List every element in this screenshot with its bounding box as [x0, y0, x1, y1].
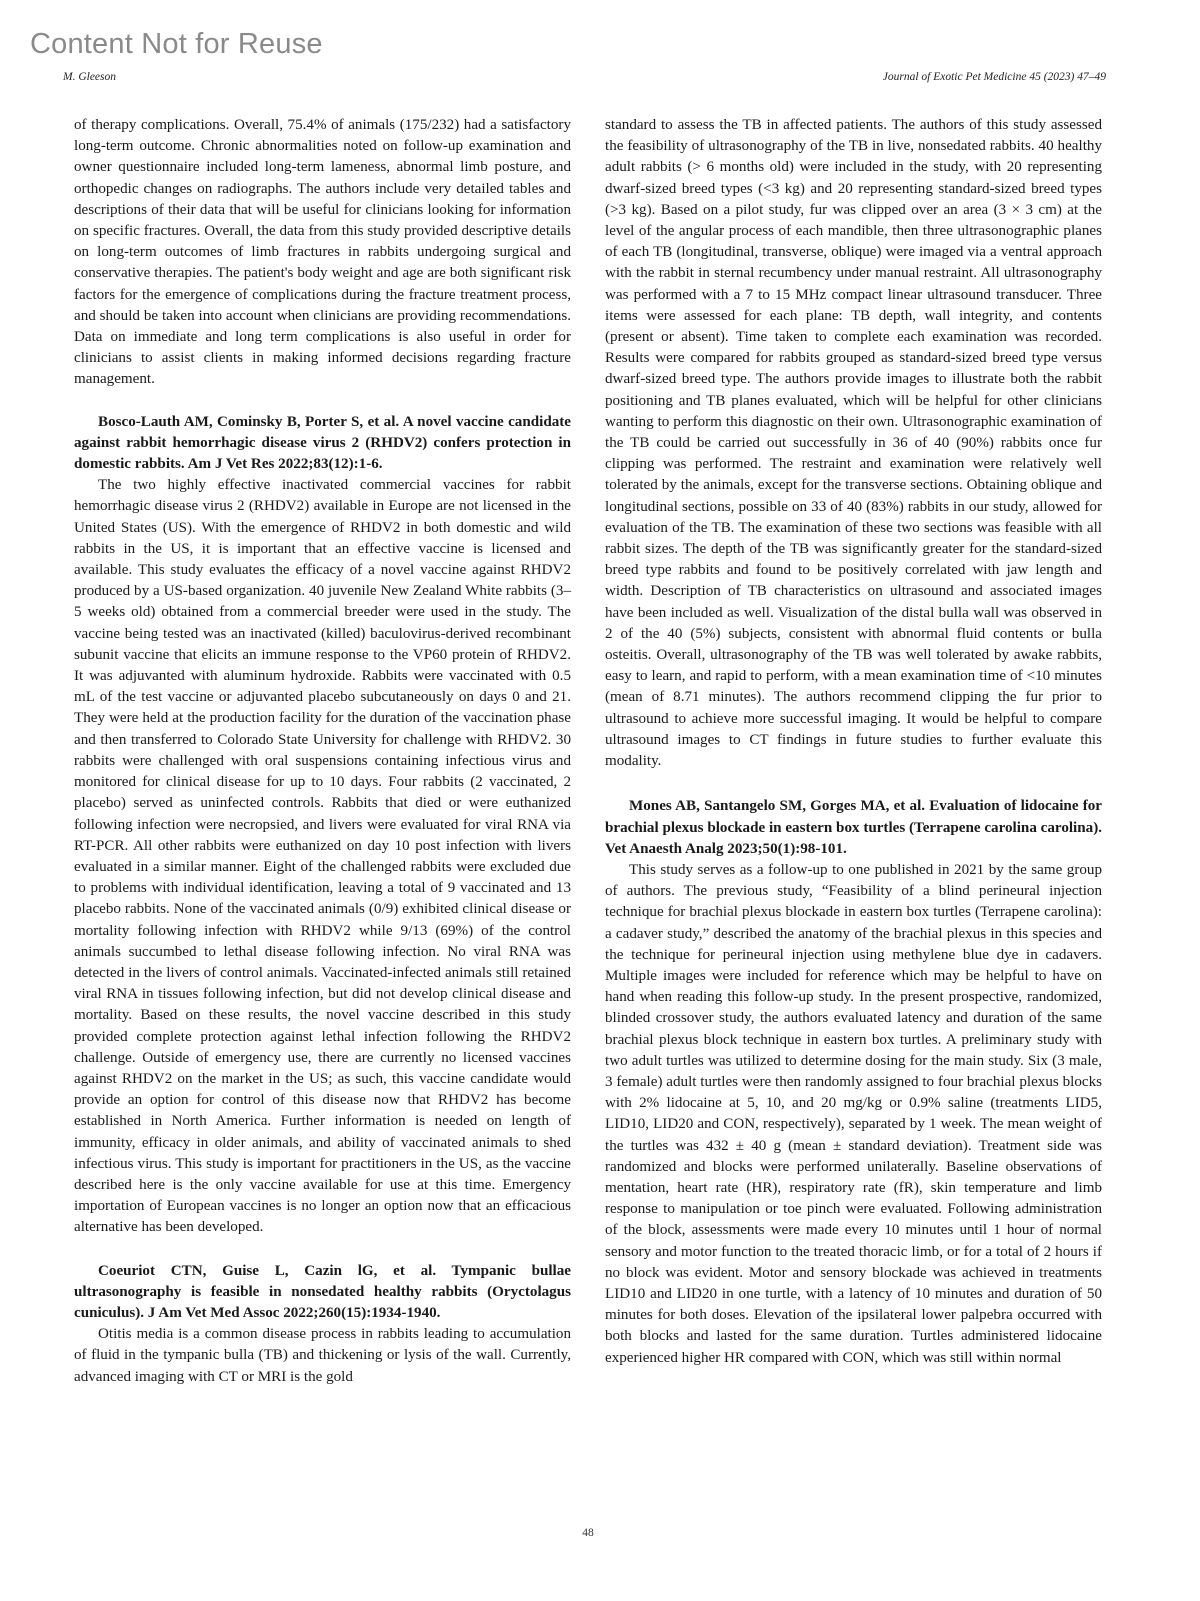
- review3-citation: Mones AB, Santangelo SM, Gorges MA, et al. Evaluation of lidocaine for brachial plexus blockade in eastern box turtles (Terrapene carolina carolina). Vet Anaesth Analg 2023;50(1):98-101.: [605, 798, 1102, 857]
- page-number: 48: [582, 1527, 594, 1539]
- review2-body-end: standard to assess the TB in affected patients. The authors of this study assessed the feasibility of ultrasonography of the TB in live, nonsedated rabbits. 40 healthy adult rabbits (> 6 months old) were included in the study, with 20 representing dwarf-sized breed types (<3 kg) and 20 representing standard-sized breed types (>3 kg). Based on a pilot study, fur was clipped over an area (3 × 3 cm) at the level of the angular process of each mandible, then three ultrasonographic planes of each TB (longitudinal, transverse, oblique) were imaged via a ventral approach with the rabbit in sternal recumbency under manual restraint. All ultrasonography was performed with a 7 to 15 MHz compact linear ultrasound transducer. Three items were assessed for each plane: TB depth, wall integrity, and contents (present or absent). Time taken to complete each examination was recorded. Results were compared for rabbits grouped as standard-sized breed type versus dwarf-sized breed type. The authors provide images to illustrate both the rabbit positioning and TB planes evaluated, which will be helpful for other clinicians wanting to perform this diagnostic on their own. Ultrasonographic examination of the TB could be carried out successfully in 36 of 40 (90%) rabbits once fur clipping was performed. The restraint and examination were relatively well tolerated by the animals, except for the transverse sections. Obtaining oblique and longitudinal sections, possible on 33 of 40 (83%) rabbits in our study, allowed for evaluation of the TB. The examination of these two sections was feasible with all rabbit sizes. The depth of the TB was significantly greater for the standard-sized breed type rabbits and found to be positively correlated with jaw length and width. Description of TB characteristics on ultrasound and associated images have been included as well. Visualization of the distal bulla wall was observed in 2 of the 40 (5%) subjects, consistent with abnormal fluid contents or bulla osteitis. Overall, ultrasonography of the TB was well tolerated by awake rabbits, easy to learn, and rapid to perform, with a mean examination time of <10 minutes (mean of 8.71 minutes). The authors recommend clipping the fur prior to ultrasound to achieve more successful imaging. It would be helpful to compare ultrasound images to CT findings in future studies to further evaluate this modality.: [605, 117, 1102, 770]
- review1-body: The two highly effective inactivated commercial vaccines for rabbit hemorrhagic disease virus 2 (RHDV2) available in Europe are not licensed in the United States (US). With the emergence of RHDV2 in both domestic and wild rabbits in the US, it is important that an effective vaccine is licensed and available. This study evaluates the efficacy of a novel vaccine against RHDV2 produced by a US-based organization. 40 juvenile New Zealand White rabbits (3–5 weeks old) obtained from a commercial breeder were used in the study. The vaccine being tested was an inactivated (killed) baculovirus-derived recombinant subunit vaccine that elicits an immune response to the VP60 protein of RHDV2. It was adjuvanted with aluminum hydroxide. Rabbits were vaccinated with 0.5 mL of the test vaccine or adjuvanted placebo subcutaneously on days 0 and 21. They were held at the production facility for the duration of the vaccination phase and then transferred to Colorado State University for challenge with RHDV2. 30 rabbits were challenged with oral suspensions containing infectious virus and monitored for clinical disease for up to 10 days. Four rabbits (2 vaccinated, 2 placebo) served as uninfected controls. Rabbits that died or were euthanized following infection were necropsied, and livers were evaluated for viral RNA via RT-PCR. All other rabbits were euthanized on day 10 post infection with livers evaluated in a similar manner. Eight of the challenged rabbits were excluded due to problems with individual identification, leaving a total of 9 vaccinated and 13 placebo rabbits. None of the vaccinated animals (0/9) exhibited clinical disease or mortality following infection with RHDV2 while 9/13 (69%) of the control animals succumbed to lethal disease following infection. No viral RNA was detected in the livers of control animals. Vaccinated-infected animals still retained viral RNA in tissues following infection, but did not develop clinical disease and mortality. Based on these results, the novel vaccine described in this study provided complete protection against lethal infection following the RHDV2 challenge. Outside of emergency use, there are currently no licensed vaccines against RHDV2 on the market in the US; as such, this vaccine candidate would provide an option for control of this disease now that RHDV2 has become established in North America. Further information is needed on length of immunity, efficacy in older animals, and ability of vaccinated animals to shed infectious virus. This study is important for practitioners in the US, as the vaccine described here is the only vaccine available for use at this time. Emergency importation of European vaccines is no longer an option now that an efficacious alternative has been developed.: [74, 477, 571, 1236]
- review2-citation: Coeuriot CTN, Guise L, Cazin lG, et al. Tympanic bullae ultrasonography is feasible in nonsedated healthy rabbits (Oryctolagus cuniculus). J Am Vet Med Assoc 2022;260(15):1934-1940.: [74, 1262, 571, 1321]
- watermark: Content Not for Reuse: [30, 28, 323, 60]
- intro-paragraph: of therapy complications. Overall, 75.4% of animals (175/232) had a satisfactory long-term outcome. Chronic abnormalities noted on follow-up examination and owner questionnaire included long-term lameness, abnormal limb posture, and orthopedic changes on radiographs. The authors include very detailed tables and descriptions of their data that will be useful for clinicians looking for information on specific fractures. Overall, the data from this study provided descriptive details on long-term outcomes of limb fractures in rabbits undergoing surgical and conservative therapies. The patient's body weight and age are both significant risk factors for the emergence of complications during the fracture treatment process, and should be taken into account when clinicians are providing recommendations. Data on immediate and long term complications is also useful in order for clinicians to assist clients in making informed decisions regarding fracture management.: [74, 117, 571, 388]
- right-column: [605, 115, 1102, 1369]
- review1-citation: Bosco-Lauth AM, Cominsky B, Porter S, et al. A novel vaccine candidate against rabbit hemorrhagic disease virus 2 (RHDV2) confers protection in domestic rabbits. Am J Vet Res 2022;83(12):1-6.: [74, 413, 571, 473]
- review3-body: This study serves as a follow-up to one published in 2021 by the same group of authors. The previous study, “Feasibility of a blind perineural injection technique for brachial plexus blockade in eastern box turtles (Terrapene carolina): a cadaver study,” described the anatomy of the brachial plexus in this species and the technique for perineural injection using methylene blue dye in cadavers. Multiple images were included for reference which may be helpful to have on hand when reading this follow-up study. In the present prospective, randomized, blinded crossover study, the authors evaluated latency and duration of the same brachial plexus block technique in eastern box turtles. A preliminary study with two adult turtles was utilized to determine dosing for the main study. Six (3 male, 3 female) adult turtles were then randomly assigned to four brachial plexus blocks with 2% lidocaine at 5, 10, and 20 mg/kg or 0.9% saline (treatments LID5, LID10, LID20 and CON, respectively), separated by 1 week. The mean weight of the turtles was 432 ± 40 g (mean ± standard deviation). Treatment side was randomized and blocks were performed unilaterally. Baseline observations of mentation, heart rate (HR), respiratory rate (fR), skin temperature and limb response to manipulation or toe pinch were evaluated. Following administration of the block, assessments were made every 10 minutes until 1 hour of normal sensory and motor function to the treated thoracic limb, or for a total of 2 hours if no block was evident. Motor and sensory blockade was achieved in treatments LID10 and LID20 in one turtle, with a latency of 10 minutes and duration of 50 minutes for both doses. Elevation of the ipsilateral lower palpebra occurred with both blocks and lasted for the same duration. Turtles administered lidocaine experienced higher HR compared with CON, which was still within normal: [605, 861, 1102, 1366]
- running-header-journal: Journal of Exotic Pet Medicine 45 (2023) 47–49: [882, 71, 1106, 83]
- left-column: [74, 115, 571, 1388]
- running-header-author: M. Gleeson: [63, 71, 117, 83]
- review2-body-start: Otitis media is a common disease process in rabbits leading to accumulation of fluid in the tympanic bulla (TB) and thickening or lysis of the wall. Currently, advanced imaging with CT or MRI is the gold: [74, 1326, 571, 1385]
